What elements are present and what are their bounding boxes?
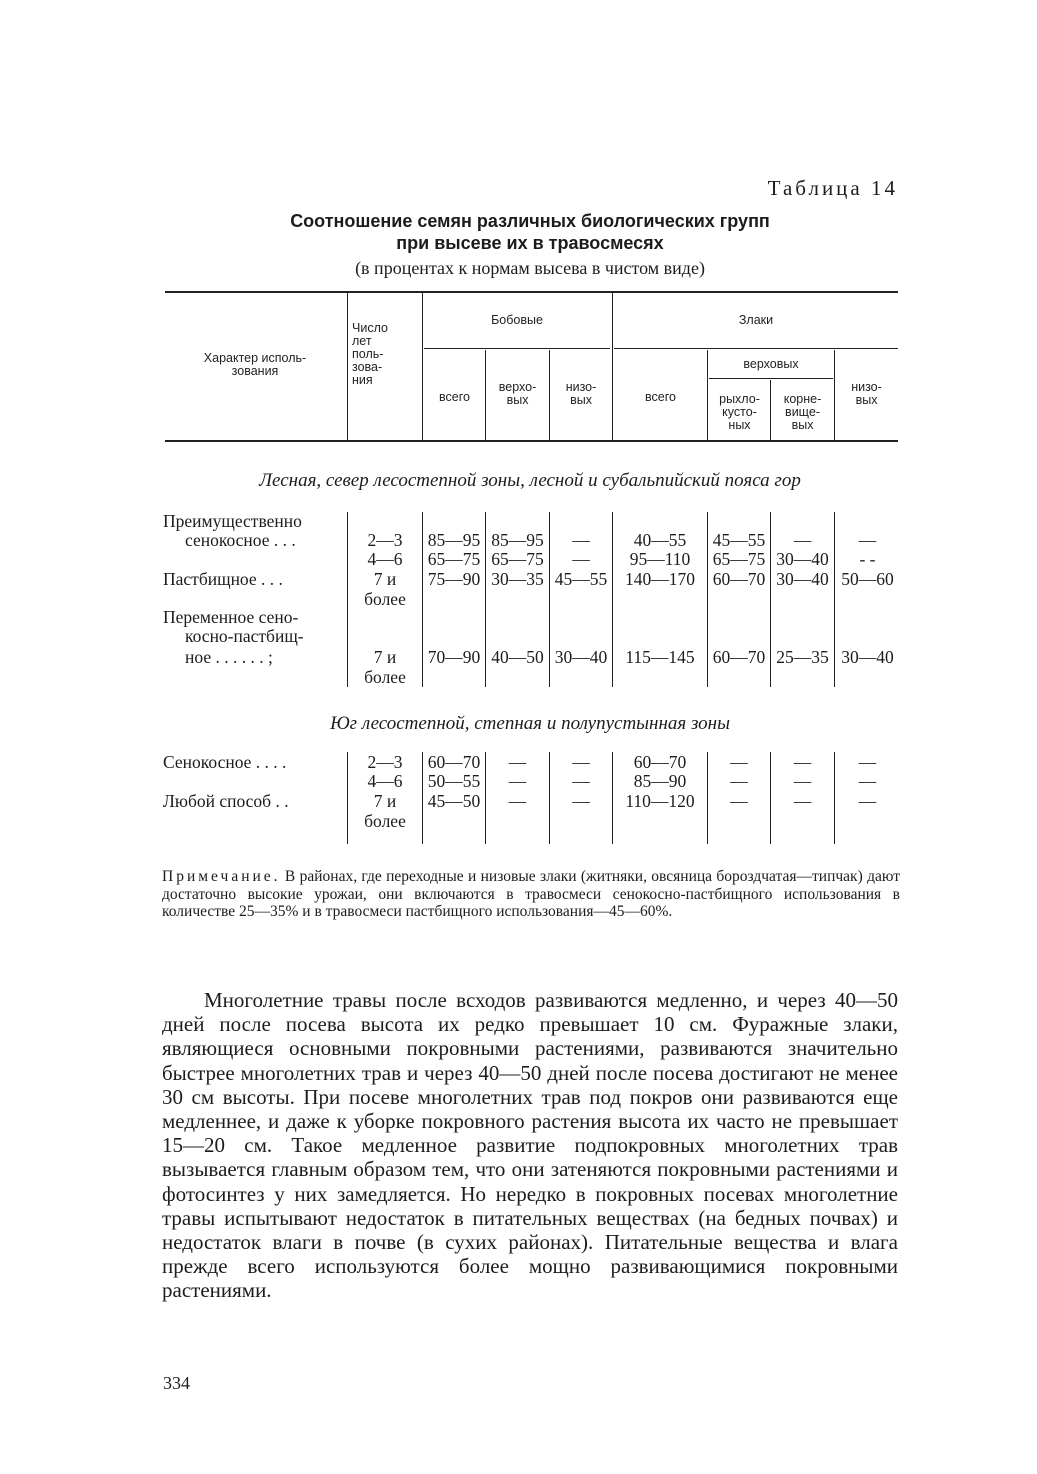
s1-label-mixed-2: косно-пастбищ- [185, 626, 304, 646]
header-rhizome: корне- вище- вых [783, 392, 822, 432]
header-loose-bush: рыхло- кусто- ных [719, 392, 760, 432]
header-legumes-upper: верхо- вых [498, 380, 537, 407]
header-grasses: Злаки [738, 313, 774, 327]
s1-cell-r1-c4: — [572, 530, 590, 550]
s2-cell-r2-c7: — [793, 771, 812, 791]
note-lead: Примечание. [162, 868, 281, 885]
s2-cell-r1-c6: — [730, 752, 748, 772]
s2-cell-r2-c6: — [730, 771, 748, 791]
s1-cell-r6-c1: более [364, 667, 406, 687]
s1-cell-r3-c3: 30—35 [491, 569, 544, 589]
s2-cell-r2-c2: 50—55 [427, 771, 481, 791]
header-legumes: Бобовые [491, 313, 543, 327]
header-divider-6 [707, 350, 708, 440]
section1-title: Лесная, север лесостепной зоны, лесной и субальпийский пояса гор [259, 470, 801, 491]
s1-cell-r2-c1: 4—6 [367, 549, 403, 569]
s1-label-mixed-1: Переменное сено- [163, 607, 299, 627]
s1-cell-r1-c6: 45—55 [712, 530, 766, 550]
s2-cell-r2-c3: — [508, 771, 527, 791]
s1-cell-r3-c8: 50—60 [841, 569, 894, 589]
s2-label-any: Любой способ . . [163, 791, 289, 811]
s1-label-hay-1: Преимущественно [163, 511, 302, 531]
s2-cell-r3-c8: — [858, 791, 877, 811]
s2-cell-r1-c2: 60—70 [427, 752, 481, 772]
s2-cell-r2-c1: 4—6 [367, 771, 403, 791]
note-text: В районах, где переходные и низовые злаки (житняки, овсяница бороздчатая—типчак) дают достаточно высокие урожаи, они включаются в травосмеси сенокосно-пастбищного использования в количестве 25—35% и в травосмеси пастбищного использования—45—60%. [162, 868, 900, 920]
s1-cell-r2-c2: 65—75 [427, 549, 481, 569]
s2-cell-r1-c3: — [508, 752, 527, 772]
s1-label-mixed-3: ное . . . . . . ; [185, 647, 273, 667]
table-top-rule [165, 291, 898, 293]
s2-cell-r1-c7: — [793, 752, 812, 772]
table-note [162, 868, 900, 921]
s2-cell-r1-c4: — [572, 752, 590, 772]
body-paragraph: Многолетние травы после всходов развиваются медленно, и через 40—50 дней после посева высота их редко превышает 10 см. Фуражные злаки, являющиеся основными покровными растениями, развиваются значительно быстрее многолетних трав и через 40—50 дней после посева достигают не менее 30 см высоты. При посеве многолетних трав под покров они развиваются еще медленнее, и даже к уборке покровного растения высота их часто не превышает 15—20 см. Такое медленное развитие подпокровных многолетних трав вызывается главным образом тем, что они затеняются покровными растениями и фотосинтез у них замедляется. Но нередко в покровных посевах многолетние травы испытывают недостаток в питательных веществах (на бедных почвах) и недостаток влаги в почве (в сухих районах). Питательные вещества и влага прежде всего используются более мощно развивающимися покровными растениями. [162, 988, 898, 1303]
s2-cell-r1-c8: — [858, 752, 877, 772]
header-usage: Характер исполь- зования [203, 351, 307, 378]
header-legumes-lower: низо- вых [565, 380, 597, 407]
table-header-bottom-rule [165, 440, 898, 442]
s1-cell-r1-c1: 2—3 [367, 530, 403, 550]
s2-cell-r3-c4: — [572, 791, 590, 811]
s2-cell-r3-c7: — [793, 791, 812, 811]
s2-cell-r1-c5: 60—70 [633, 752, 687, 772]
s1-label-pasture: Пастбищное . . . [163, 569, 283, 589]
header-divider-2 [422, 293, 423, 440]
s1-cell-r5-c7: 25—35 [776, 647, 829, 667]
s1-cell-r3-c7: 30—40 [776, 569, 829, 589]
s1-cell-r3-c5: 140—170 [625, 569, 695, 589]
header-years: Число лет поль- зова- ния [352, 321, 388, 387]
s2-cell-r3-c2: 45—50 [427, 791, 481, 811]
table-title-line1: Соотношение семян различных биологических групп [290, 211, 770, 231]
body-text [162, 988, 898, 1303]
s2-cell-r3-c1: 7 и [373, 791, 397, 811]
table-title-line2: при высеве их в травосмесях [396, 233, 664, 253]
s1-cell-r5-c1: 7 и [373, 647, 397, 667]
s1-cell-r5-c8: 30—40 [841, 647, 894, 667]
s1-cell-r5-c2: 70—90 [427, 647, 481, 667]
s1-cell-r2-c4: — [572, 549, 590, 569]
s1-cell-r1-c7: — [793, 530, 812, 550]
header-divider-1 [347, 293, 348, 440]
s1-cell-r1-c8: — [858, 530, 877, 550]
s1-cell-r3-c2: 75—90 [427, 569, 481, 589]
s1-cell-r2-c7: 30—40 [776, 549, 829, 569]
s1-cell-r5-c6: 60—70 [712, 647, 766, 667]
s1-cell-r2-c6: 65—75 [712, 549, 766, 569]
s2-cell-r3-c6: — [730, 791, 748, 811]
s1-cell-r2-c8: - - [859, 549, 876, 569]
header-sub-rule-upper [709, 378, 833, 379]
s2-label-hay: Сенокосное . . . . [163, 752, 287, 772]
header-grasses-lower: низо- вых [851, 380, 882, 407]
s1-cell-r4-c1: более [364, 589, 406, 609]
s1-cell-r3-c6: 60—70 [712, 569, 766, 589]
s1-cell-r1-c3: 85—95 [491, 530, 544, 550]
section2-title: Юг лесостепной, степная и полупустынная зоны [330, 713, 730, 734]
s1-cell-r2-c3: 65—75 [491, 549, 544, 569]
page-number: 334 [163, 1373, 190, 1393]
s1-cell-r5-c3: 40—50 [491, 647, 544, 667]
s1-cell-r3-c1: 7 и [373, 569, 397, 589]
s2-cell-r2-c5: 85—90 [633, 771, 687, 791]
table-title [160, 210, 900, 254]
header-divider-3 [612, 293, 613, 440]
table-number: Таблица 14 [767, 176, 898, 200]
s2-cell-r2-c4: — [572, 771, 590, 791]
s1-cell-r1-c5: 40—55 [633, 530, 687, 550]
header-legumes-total: всего [439, 390, 470, 404]
header-sub-rule-grasses [614, 348, 898, 349]
table-subtitle: (в процентах к нормам высева в чистом виде) [355, 258, 705, 278]
s1-label-hay-2: сенокосное . . . [185, 530, 296, 550]
header-upper-group: верховых [743, 357, 799, 371]
header-grasses-total: всего [645, 390, 676, 404]
s1-cell-r3-c4: 45—55 [554, 569, 608, 589]
s1-cell-r5-c5: 115—145 [625, 647, 695, 667]
s1-cell-r1-c2: 85—95 [427, 530, 481, 550]
s1-cell-r5-c4: 30—40 [554, 647, 608, 667]
s2-cell-r3-c5: 110—120 [625, 791, 695, 811]
s2-cell-r3-c3: — [508, 791, 527, 811]
s2-cell-r1-c1: 2—3 [367, 752, 403, 772]
s2-cell-r4-c1: более [364, 811, 406, 831]
header-sub-rule-legumes [424, 348, 610, 349]
s2-cell-r2-c8: — [858, 771, 877, 791]
s1-cell-r2-c5: 95—110 [629, 549, 691, 569]
